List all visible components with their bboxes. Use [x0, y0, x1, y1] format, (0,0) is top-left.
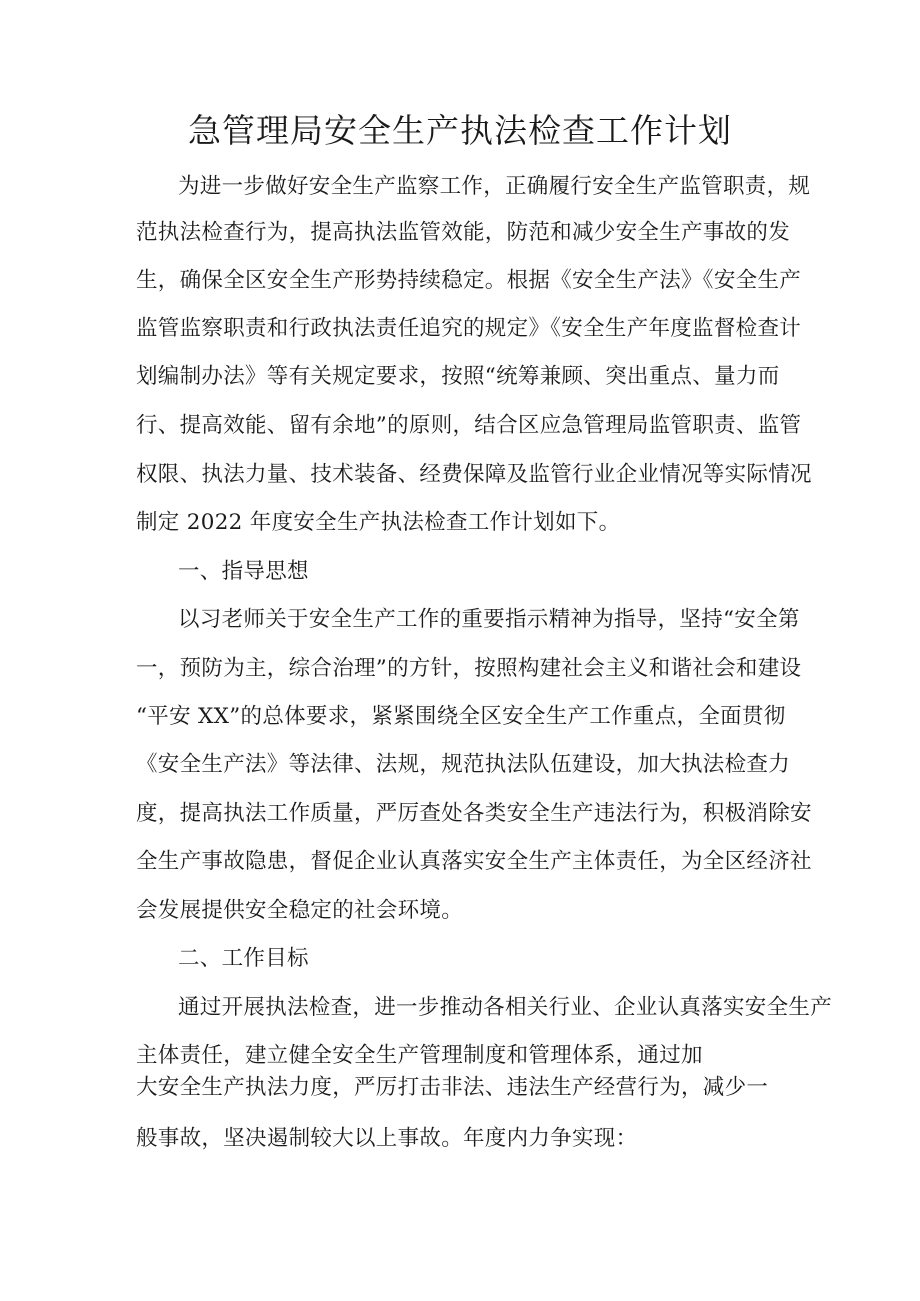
- paragraph-line: “平安 XX”的总体要求，紧紧围绕全区安全生产工作重点，全面贯彻: [136, 704, 786, 729]
- document-title: 急管理局安全生产执法检查工作计划: [188, 111, 732, 150]
- paragraph-line: 范执法检查行为，提高执法监管效能，防范和减少安全生产事故的发: [136, 220, 791, 245]
- paragraph-line: 行、提高效能、留有余地”的原则，结合区应急管理局监管职责、监管: [136, 413, 802, 438]
- paragraph-line: 主体责任，建立健全安全生产管理制度和管理体系，通过加: [136, 1043, 703, 1068]
- section-heading: 二、工作目标: [178, 946, 309, 971]
- paragraph-line: 大安全生产执法力度，严厉打击非法、违法生产经营行为，减少一: [136, 1075, 769, 1100]
- paragraph-line: 一，预防为主，综合治理”的方针，按照构建社会主义和谐社会和建设: [136, 656, 802, 681]
- paragraph-line: 会发展提供安全稳定的社会环境。: [136, 898, 464, 923]
- paragraph-line: 权限、执法力量、技术装备、经费保障及监管行业企业情况等实际情况: [136, 462, 812, 487]
- paragraph-line: 划编制办法》等有关规定要求，按照“统筹兼顾、突出重点、量力而: [136, 364, 780, 389]
- paragraph-line: 监管监察职责和行政执法责任追究的规定》《安全生产年度监督检查计: [136, 316, 802, 341]
- paragraph-line: 《安全生产法》等法律、法规，规范执法队伍建设，加大执法检查力: [136, 752, 791, 777]
- paragraph-line: 为进一步做好安全生产监察工作，正确履行安全生产监管职责，规: [178, 174, 811, 199]
- paragraph-line: 生，确保全区安全生产形势持续稳定。根据《安全生产法》《安全生产: [136, 268, 802, 293]
- paragraph-line: 全生产事故隐患，督促企业认真落实安全生产主体责任，为全区经济社: [136, 849, 812, 874]
- paragraph-line: 般事故，坚决遏制较大以上事故。年度内力争实现：: [136, 1126, 638, 1151]
- paragraph-line: 通过开展执法检查，进一步推动各相关行业、企业认真落实安全生产: [178, 995, 833, 1020]
- paragraph-line: 制定 2022 年度安全生产执法检查工作计划如下。: [136, 510, 621, 535]
- paragraph-line: 度，提高执法工作质量，严厉查处各类安全生产违法行为，积极消除安: [136, 801, 812, 826]
- paragraph-line: 以习老师关于安全生产工作的重要指示精神为指导，坚持“安全第: [178, 607, 800, 632]
- section-heading: 一、指导思想: [178, 559, 309, 584]
